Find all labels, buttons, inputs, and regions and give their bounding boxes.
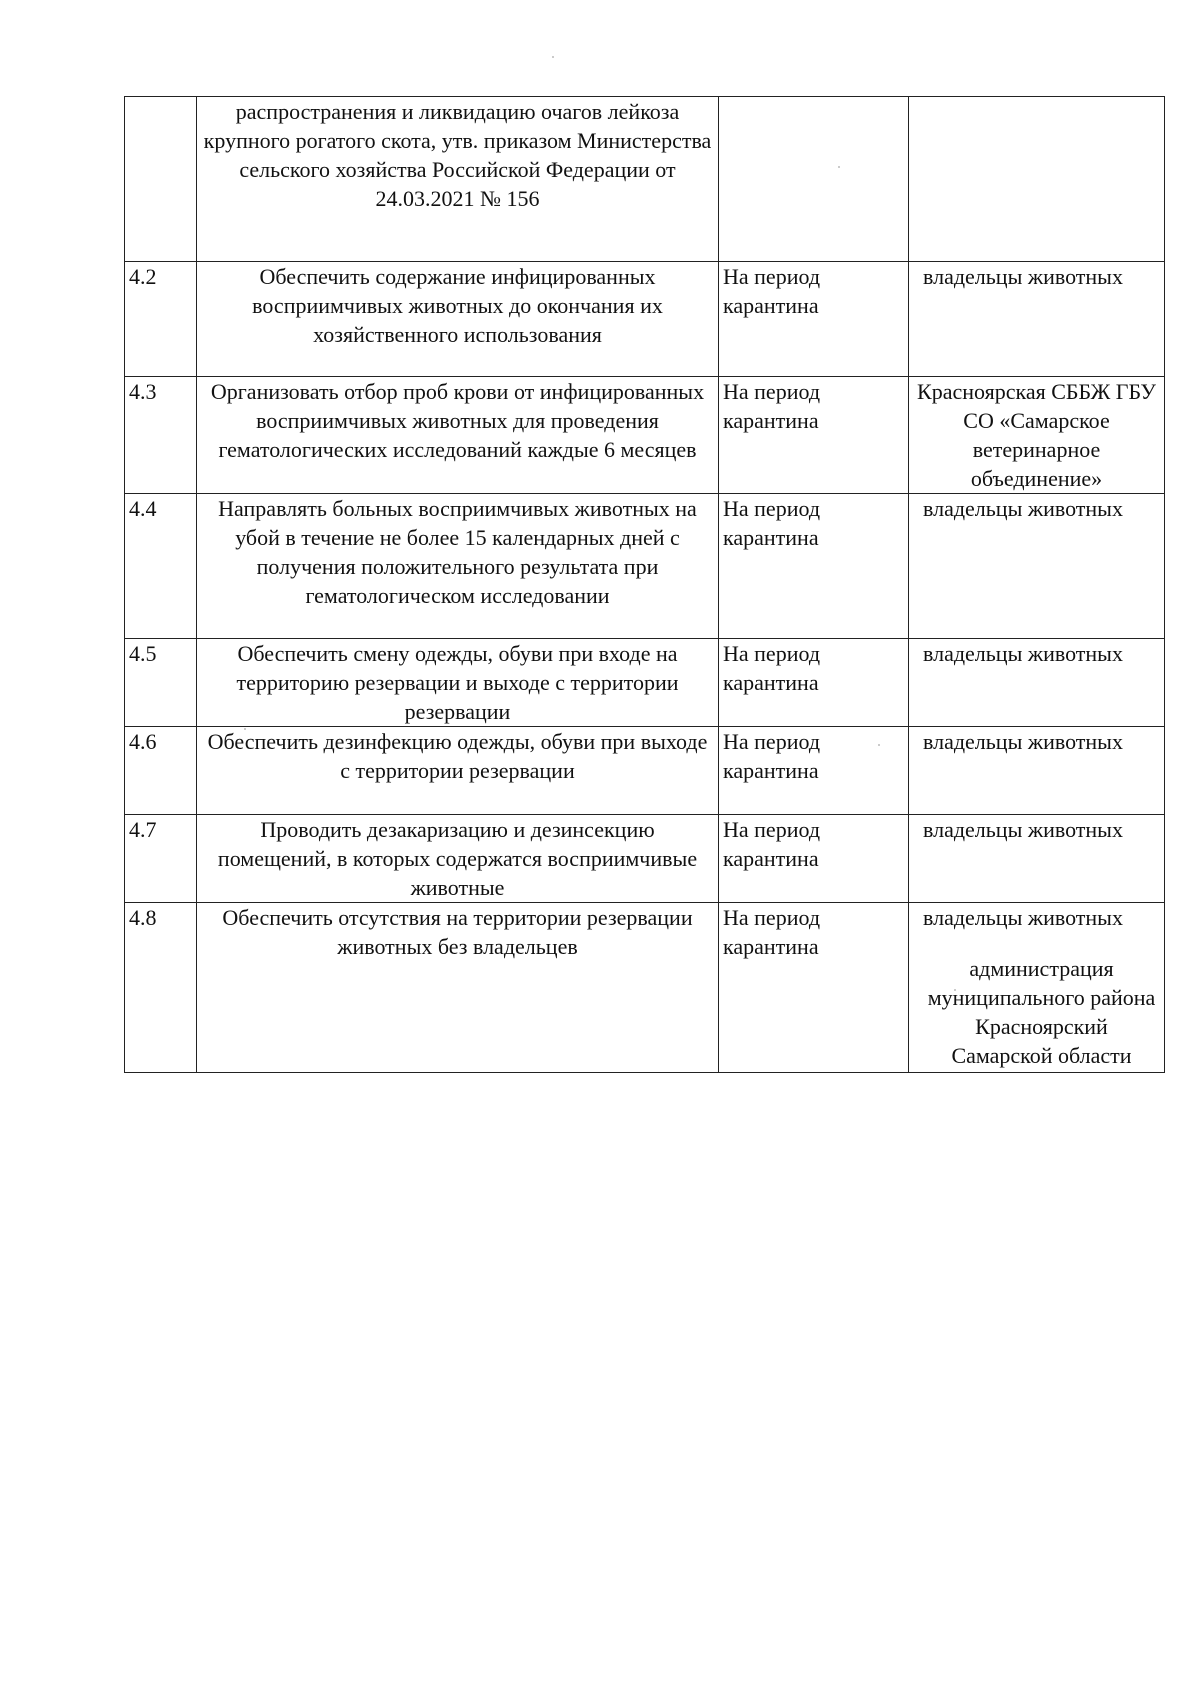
measure-text: Обеспечить отсутствия на территории резервации животных без владельцев <box>197 903 719 1073</box>
responsible-text: владельцы животных <box>909 727 1165 815</box>
measure-text: Проводить дезакаризацию и дезинсекцию помещений, в которых содержатся восприимчивые животные <box>197 815 719 903</box>
term-text: На период карантина <box>719 639 909 727</box>
measure-text: распространения и ликвидацию очагов лейкоза крупного рогатого скота, утв. приказом Министерства сельского хозяйства Российской Федерации от 24.03.2021 № 156 <box>197 97 719 262</box>
table-row <box>125 903 1165 1073</box>
table-row <box>125 377 1165 494</box>
measures-table <box>124 96 1165 1073</box>
row-number: 4.7 <box>125 815 197 903</box>
row-number: 4.4 <box>125 494 197 639</box>
measure-text: Направлять больных восприимчивых животных на убой в течение не более 15 календарных дней с получения положительного результата при гематологическом исследовании <box>197 494 719 639</box>
row-number: 4.2 <box>125 262 197 377</box>
term-text: На период карантина <box>719 727 909 815</box>
measure-text: Обеспечить смену одежды, обуви при входе на территорию резервации и выходе с территории резервации <box>197 639 719 727</box>
measure-text: Обеспечить дезинфекцию одежды, обуви при выходе с территории резервации <box>197 727 719 815</box>
responsible-text: владельцы животных <box>923 905 1123 930</box>
term-text: На период карантина <box>719 377 909 494</box>
term-text: На период карантина <box>719 815 909 903</box>
row-number: 4.8 <box>125 903 197 1073</box>
row-number: 4.6 <box>125 727 197 815</box>
measure-text: Обеспечить содержание инфицированных восприимчивых животных до окончания их хозяйственного использования <box>197 262 719 377</box>
term-text <box>719 97 909 262</box>
row-number: 4.5 <box>125 639 197 727</box>
responsible-text: Красноярская СББЖ ГБУ СО «Самарское ветеринарное объединение» <box>909 377 1165 494</box>
table-row <box>125 727 1165 815</box>
responsible-text <box>909 97 1165 262</box>
term-text: На период карантина <box>719 494 909 639</box>
responsible-text: владельцы животных <box>909 639 1165 727</box>
table-row <box>125 815 1165 903</box>
responsible-cell <box>909 903 1165 1073</box>
term-text: На период карантина <box>719 262 909 377</box>
row-number: 4.3 <box>125 377 197 494</box>
table-row <box>125 97 1165 262</box>
measure-text: Организовать отбор проб крови от инфицированных восприимчивых животных для проведения гематологических исследований каждые 6 месяцев <box>197 377 719 494</box>
table-row <box>125 494 1165 639</box>
term-text: На период карантина <box>719 903 909 1073</box>
responsible-text: владельцы животных <box>909 494 1165 639</box>
responsible-text: владельцы животных <box>909 262 1165 377</box>
responsible-extra-text: администрация муниципального района Красноярский Самарской области <box>927 956 1156 1068</box>
table-row <box>125 262 1165 377</box>
row-number <box>125 97 197 262</box>
responsible-text: владельцы животных <box>909 815 1165 903</box>
scan-speck <box>552 56 554 58</box>
table-row <box>125 639 1165 727</box>
